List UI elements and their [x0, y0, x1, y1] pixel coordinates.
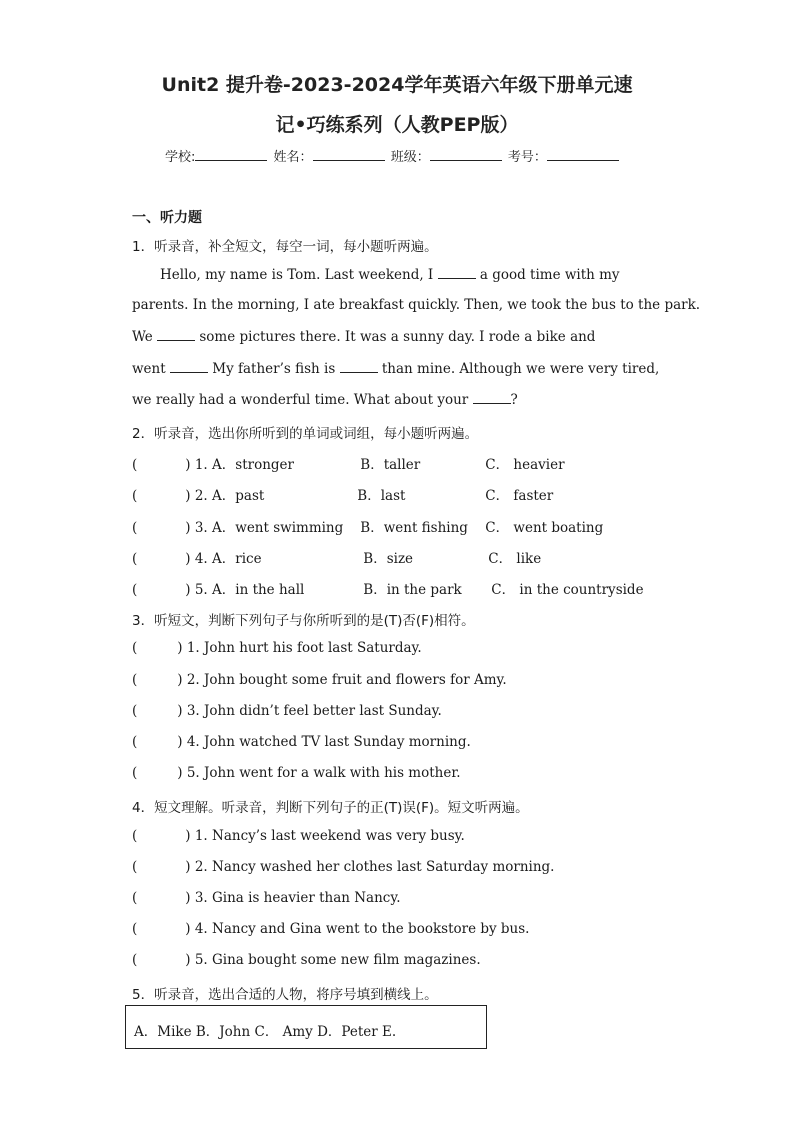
passage-blank[interactable]	[157, 328, 195, 341]
option-b: B．taller	[360, 457, 421, 473]
paren-open: (	[132, 582, 138, 598]
exam-number-label: 考号：	[507, 150, 547, 165]
page-title-line-1: Unit2 提升卷-2023-2024学年英语六年级下册单元速	[161, 74, 633, 96]
passage-text: a good time with my	[475, 267, 620, 283]
section-heading: 一、听力题	[132, 210, 202, 226]
question-1-prompt: 1．听录音，补全短文，每空一词，每小题听两遍。	[132, 239, 438, 255]
paren-open: (	[132, 457, 138, 473]
passage-text: Hello, my name is Tom. Last weekend, I	[160, 267, 438, 283]
student-info-row	[165, 146, 621, 165]
school-field[interactable]	[195, 148, 267, 161]
statement-text: ) 1. John hurt his foot last Saturday.	[177, 640, 422, 656]
judge-item	[132, 952, 481, 968]
name-field[interactable]	[313, 148, 385, 161]
paren-open: (	[132, 952, 138, 968]
passage-line	[132, 297, 701, 313]
passage-line	[132, 328, 662, 345]
passage-text: we really had a wonderful time. What about your	[132, 392, 473, 408]
judge-item	[132, 890, 401, 906]
passage-blank[interactable]	[473, 391, 511, 404]
passage-line	[132, 360, 662, 377]
paren-open: (	[132, 703, 138, 719]
statement-text: ) 1. Nancy’s last weekend was very busy.	[185, 828, 465, 844]
option-c: C． heavier	[485, 457, 565, 473]
question-2-prompt: 2．听录音，选出你所听到的单词或词组，每小题听两遍。	[132, 426, 479, 442]
choice-item	[132, 453, 565, 473]
paren-open: (	[132, 551, 138, 567]
statement-text: ) 3. John didn’t feel better last Sunday.	[177, 703, 442, 719]
option-c: C． like	[488, 551, 542, 567]
option-b: B．in the park	[363, 582, 462, 598]
statement-text: ) 4. Nancy and Gina went to the bookstore by bus.	[185, 921, 530, 937]
passage-text: parents. In the morning, I ate breakfast quickly. Then, we took the bus to the park.	[132, 297, 701, 313]
option-a: ) 2. A．past	[185, 488, 265, 504]
class-label: 班级：	[390, 150, 430, 165]
statement-text: ) 2. Nancy washed her clothes last Saturday morning.	[185, 859, 555, 875]
name-label: 姓名：	[273, 150, 313, 165]
judge-item	[132, 703, 442, 719]
options-text: A．Mike B．John C． Amy D．Peter E.	[134, 1024, 397, 1040]
statement-text: ) 4. John watched TV last Sunday morning.	[177, 734, 471, 750]
statement-text: ) 5. John went for a walk with his mother.	[177, 765, 461, 781]
paren-open: (	[132, 672, 138, 688]
paren-open: (	[132, 488, 138, 504]
option-a: ) 4. A．rice	[185, 551, 262, 567]
judge-item	[132, 672, 507, 688]
passage-text: some pictures there. It was a sunny day. I rode a bike and	[195, 329, 596, 345]
option-a: ) 5. A．in the hall	[185, 582, 305, 598]
judge-item	[132, 859, 554, 875]
paren-open: (	[132, 859, 138, 875]
option-c: C． in the countryside	[491, 582, 644, 598]
paren-open: (	[132, 921, 138, 937]
passage-text: ?	[510, 392, 518, 408]
statement-text: ) 2. John bought some fruit and flowers for Amy.	[177, 672, 507, 688]
option-b: B．went fishing	[360, 520, 468, 536]
paren-open: (	[132, 734, 138, 750]
class-field[interactable]	[430, 148, 502, 161]
paren-open: (	[132, 890, 138, 906]
passage-line	[132, 391, 662, 408]
passage-text: than mine. Although we were very tired,	[377, 361, 660, 377]
passage-text: My father’s fish is	[207, 361, 340, 377]
options-box	[125, 1005, 487, 1049]
passage-text: went	[132, 361, 170, 377]
statement-text: ) 3. Gina is heavier than Nancy.	[185, 890, 401, 906]
judge-item	[132, 734, 471, 750]
judge-item	[132, 640, 422, 656]
choice-item	[132, 578, 644, 598]
passage-blank[interactable]	[170, 360, 208, 373]
choice-item	[132, 547, 541, 567]
page-title-line-2: 记•巧练系列（人教PEP版）	[275, 114, 519, 136]
question-5-prompt: 5．听录音，选出合适的人物，将序号填到横线上。	[132, 987, 438, 1003]
judge-item	[132, 828, 465, 844]
paren-open: (	[132, 640, 138, 656]
question-3-prompt: 3．听短文，判断下列句子与你所听到的是(T)否(F)相符。	[132, 613, 475, 629]
judge-item	[132, 921, 529, 937]
option-a: ) 1. A．stronger	[185, 457, 294, 473]
choice-item	[132, 516, 603, 536]
judge-item	[132, 765, 461, 781]
question-4-prompt: 4．短文理解。听录音，判断下列句子的正(T)误(F)。短文听两遍。	[132, 800, 529, 816]
passage-text: We	[132, 329, 158, 345]
statement-text: ) 5. Gina bought some new film magazines.	[185, 952, 481, 968]
exam-number-field[interactable]	[547, 148, 619, 161]
paren-open: (	[132, 520, 138, 536]
option-b: B．last	[357, 488, 406, 504]
passage-blank[interactable]	[340, 360, 378, 373]
school-label: 学校:	[165, 150, 196, 165]
paren-open: (	[132, 828, 138, 844]
choice-item	[132, 484, 553, 504]
paren-open: (	[132, 765, 138, 781]
option-a: ) 3. A．went swimming	[185, 520, 344, 536]
passage-blank[interactable]	[438, 266, 476, 279]
option-b: B．size	[363, 551, 414, 567]
option-c: C． went boating	[485, 520, 604, 536]
option-c: C． faster	[485, 488, 554, 504]
passage-line	[160, 266, 690, 283]
